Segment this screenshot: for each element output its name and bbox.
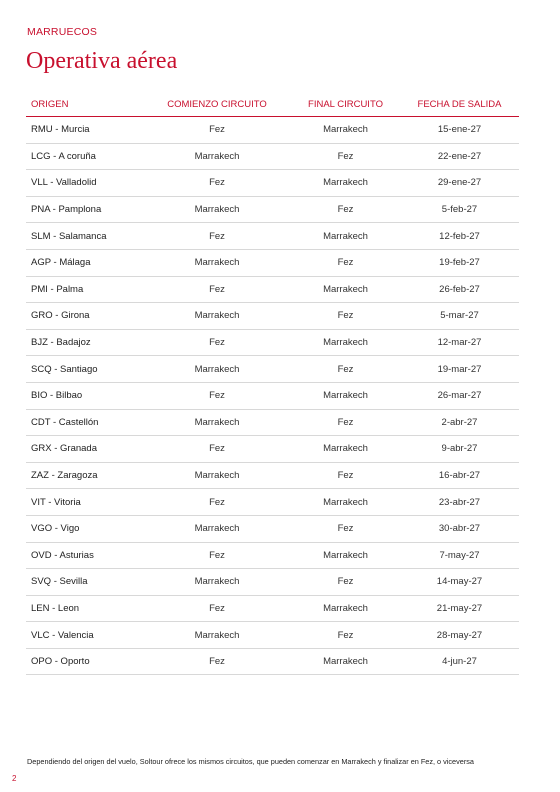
table-row: [26, 223, 519, 250]
end-cell: Fez: [291, 143, 400, 170]
start-cell: Marrakech: [143, 569, 291, 596]
table-row: [26, 143, 519, 170]
origin-cell: CDT - Castellón: [26, 409, 143, 436]
origin-cell: RMU - Murcia: [26, 117, 143, 144]
origin-cell: OVD - Asturias: [26, 542, 143, 569]
table-row: [26, 436, 519, 463]
date-cell: 26-feb-27: [400, 276, 519, 303]
date-cell: 16-abr-27: [400, 462, 519, 489]
start-cell: Marrakech: [143, 249, 291, 276]
origin-cell: VLC - Valencia: [26, 622, 143, 649]
start-cell: Marrakech: [143, 356, 291, 383]
date-cell: 21-may-27: [400, 595, 519, 622]
end-cell: Marrakech: [291, 382, 400, 409]
date-cell: 12-mar-27: [400, 329, 519, 356]
end-cell: Fez: [291, 462, 400, 489]
column-header-origin: ORIGEN: [26, 92, 143, 117]
origin-cell: GRX - Granada: [26, 436, 143, 463]
origin-cell: VIT - Vitoria: [26, 489, 143, 516]
footnote: Dependiendo del origen del vuelo, Soltour ofrece los mismos circuitos, que pueden comenzar en Marrakech y finalizar en Fez, o viceversa: [27, 757, 474, 766]
start-cell: Marrakech: [143, 622, 291, 649]
end-cell: Marrakech: [291, 542, 400, 569]
end-cell: Marrakech: [291, 648, 400, 675]
date-cell: 4-jun-27: [400, 648, 519, 675]
end-cell: Fez: [291, 249, 400, 276]
end-cell: Fez: [291, 569, 400, 596]
date-cell: 28-may-27: [400, 622, 519, 649]
table-row: [26, 303, 519, 330]
start-cell: Marrakech: [143, 303, 291, 330]
date-cell: 26-mar-27: [400, 382, 519, 409]
page-title: Operativa aérea: [26, 48, 178, 74]
date-cell: 22-ene-27: [400, 143, 519, 170]
table-row: [26, 542, 519, 569]
date-cell: 14-may-27: [400, 569, 519, 596]
date-cell: 2-abr-27: [400, 409, 519, 436]
table-row: [26, 117, 519, 144]
origin-cell: VGO - Vigo: [26, 515, 143, 542]
start-cell: Fez: [143, 648, 291, 675]
origin-cell: SVQ - Sevilla: [26, 569, 143, 596]
end-cell: Fez: [291, 622, 400, 649]
origin-cell: LEN - Leon: [26, 595, 143, 622]
end-cell: Fez: [291, 515, 400, 542]
start-cell: Fez: [143, 329, 291, 356]
end-cell: Fez: [291, 196, 400, 223]
table-row: [26, 462, 519, 489]
start-cell: Marrakech: [143, 409, 291, 436]
table-row: [26, 409, 519, 436]
origin-cell: BIO - Bilbao: [26, 382, 143, 409]
origin-cell: VLL - Valladolid: [26, 170, 143, 197]
start-cell: Marrakech: [143, 515, 291, 542]
start-cell: Fez: [143, 276, 291, 303]
end-cell: Fez: [291, 303, 400, 330]
table-row: [26, 329, 519, 356]
column-header-start: COMIENZO CIRCUITO: [143, 92, 291, 117]
table-body: [26, 117, 519, 675]
origin-cell: PNA - Pamplona: [26, 196, 143, 223]
origin-cell: OPO - Oporto: [26, 648, 143, 675]
table-row: [26, 196, 519, 223]
start-cell: Fez: [143, 170, 291, 197]
start-cell: Fez: [143, 489, 291, 516]
start-cell: Fez: [143, 436, 291, 463]
table-row: [26, 515, 519, 542]
end-cell: Marrakech: [291, 489, 400, 516]
column-header-date: FECHA DE SALIDA: [400, 92, 519, 117]
start-cell: Marrakech: [143, 462, 291, 489]
table-row: [26, 595, 519, 622]
table-row: [26, 276, 519, 303]
origin-cell: SCQ - Santiago: [26, 356, 143, 383]
origin-cell: SLM - Salamanca: [26, 223, 143, 250]
date-cell: 7-may-27: [400, 542, 519, 569]
table-row: [26, 569, 519, 596]
start-cell: Fez: [143, 223, 291, 250]
start-cell: Marrakech: [143, 196, 291, 223]
end-cell: Marrakech: [291, 436, 400, 463]
start-cell: Fez: [143, 542, 291, 569]
date-cell: 15-ene-27: [400, 117, 519, 144]
origin-cell: LCG - A coruña: [26, 143, 143, 170]
start-cell: Fez: [143, 595, 291, 622]
end-cell: Marrakech: [291, 117, 400, 144]
date-cell: 23-abr-27: [400, 489, 519, 516]
end-cell: Fez: [291, 409, 400, 436]
start-cell: Fez: [143, 117, 291, 144]
table-row: [26, 356, 519, 383]
origin-cell: PMI - Palma: [26, 276, 143, 303]
table-row: [26, 170, 519, 197]
table-header-row: [26, 92, 519, 117]
table-row: [26, 648, 519, 675]
end-cell: Marrakech: [291, 223, 400, 250]
date-cell: 12-feb-27: [400, 223, 519, 250]
date-cell: 29-ene-27: [400, 170, 519, 197]
origin-cell: AGP - Málaga: [26, 249, 143, 276]
date-cell: 19-feb-27: [400, 249, 519, 276]
table-row: [26, 622, 519, 649]
start-cell: Marrakech: [143, 143, 291, 170]
section-label: MARRUECOS: [27, 26, 98, 38]
end-cell: Marrakech: [291, 276, 400, 303]
table-row: [26, 489, 519, 516]
end-cell: Marrakech: [291, 329, 400, 356]
page-number: 2: [12, 774, 17, 783]
table-row: [26, 382, 519, 409]
start-cell: Fez: [143, 382, 291, 409]
flight-schedule-table: [26, 92, 519, 675]
date-cell: 5-mar-27: [400, 303, 519, 330]
date-cell: 30-abr-27: [400, 515, 519, 542]
end-cell: Marrakech: [291, 170, 400, 197]
origin-cell: GRO - Girona: [26, 303, 143, 330]
date-cell: 19-mar-27: [400, 356, 519, 383]
origin-cell: BJZ - Badajoz: [26, 329, 143, 356]
end-cell: Fez: [291, 356, 400, 383]
origin-cell: ZAZ - Zaragoza: [26, 462, 143, 489]
date-cell: 9-abr-27: [400, 436, 519, 463]
date-cell: 5-feb-27: [400, 196, 519, 223]
end-cell: Marrakech: [291, 595, 400, 622]
column-header-end: FINAL CIRCUITO: [291, 92, 400, 117]
table-row: [26, 249, 519, 276]
